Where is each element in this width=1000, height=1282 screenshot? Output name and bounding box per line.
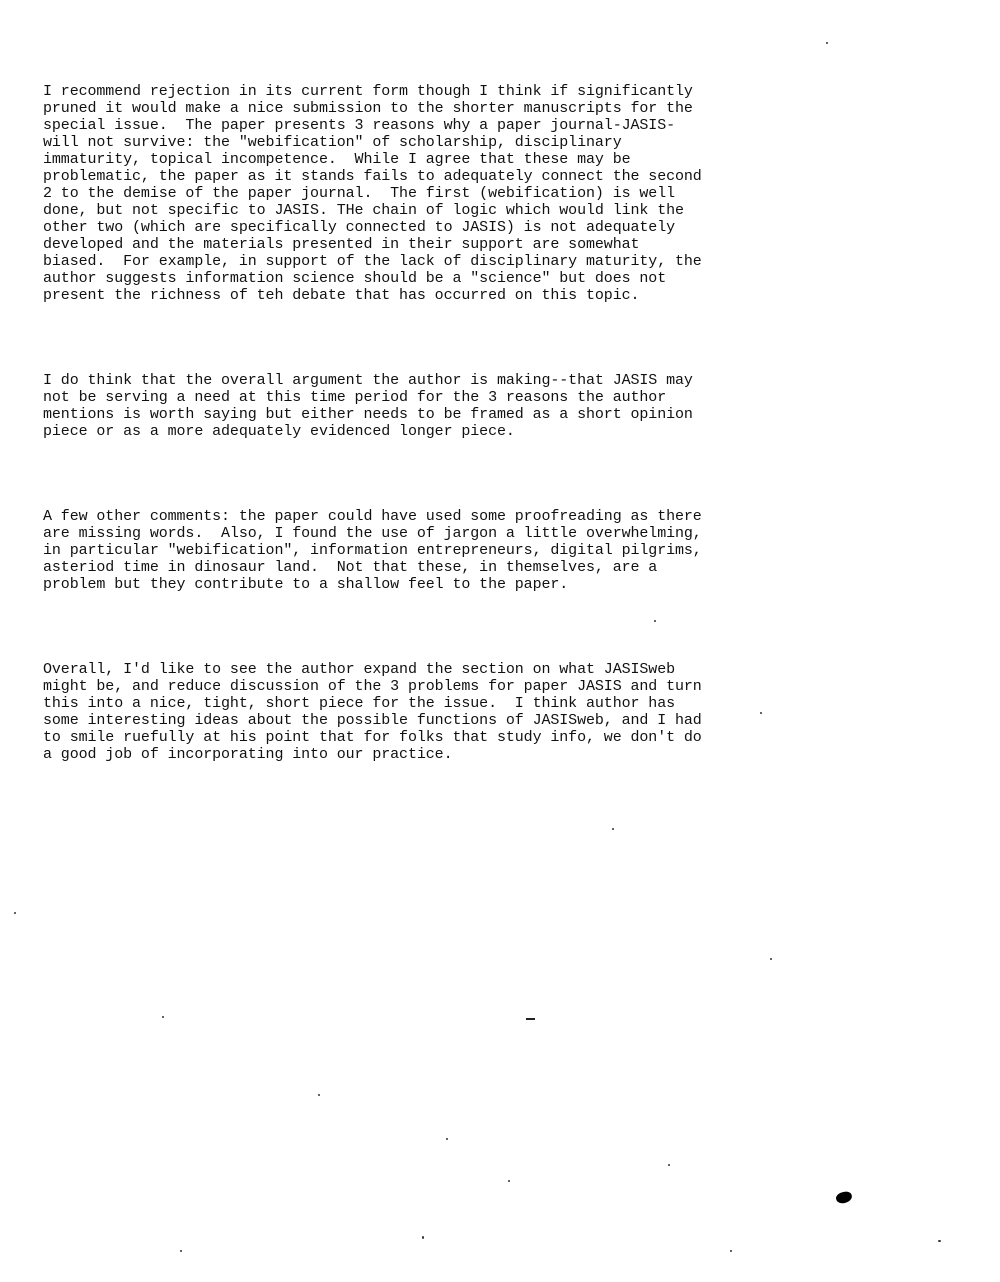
text-line: in particular "webification", information entrepreneurs, digital pilgrims, [43,542,702,559]
paragraph-other-comments [43,508,803,593]
text-line: 2 to the demise of the paper journal. The first (webification) is well [43,185,676,202]
scan-speck [668,1164,670,1166]
paragraph-overall-argument [43,372,803,440]
text-line: will not survive: the "webification" of scholarship, disciplinary [43,134,622,151]
scan-speck [730,1250,732,1252]
text-line: problem but they contribute to a shallow feel to the paper. [43,576,569,593]
text-line: done, but not specific to JASIS. THe chain of logic which would link the [43,202,684,219]
text-line: not be serving a need at this time period for the 3 reasons the author [43,389,667,406]
scan-speck [318,1094,320,1096]
text-line: Overall, I'd like to see the author expand the section on what JASISweb [43,661,676,678]
review-text [43,49,803,814]
text-line: immaturity, topical incompetence. While I agree that these may be [43,151,631,168]
text-line: might be, and reduce discussion of the 3 problems for paper JASIS and turn [43,678,702,695]
scan-speck [770,958,772,960]
text-line: special issue. The paper presents 3 reasons why a paper journal-JASIS- [43,117,676,134]
text-line: this into a nice, tight, short piece for the issue. I think author has [43,695,676,712]
text-line: some interesting ideas about the possible functions of JASISweb, and I had [43,712,702,729]
text-line: mentions is worth saying but either needs to be framed as a short opinion [43,406,693,423]
text-line: are missing words. Also, I found the use of jargon a little overwhelming, [43,525,702,542]
text-line: problematic, the paper as it stands fails to adequately connect the second [43,168,702,185]
paragraph-recommendation [43,83,803,304]
scan-speck [14,912,16,914]
text-line: A few other comments: the paper could have used some proofreading as there [43,508,702,525]
text-line: developed and the materials presented in their support are somewhat [43,236,640,253]
text-line: biased. For example, in support of the lack of disciplinary maturity, the [43,253,702,270]
text-line: piece or as a more adequately evidenced longer piece. [43,423,515,440]
scan-speck [612,828,614,830]
text-line: author suggests information science should be a "science" but does not [43,270,667,287]
scan-speck [508,1180,510,1182]
scan-speck [422,1236,424,1239]
text-line: I do think that the overall argument the author is making--that JASIS may [43,372,693,389]
text-line: to smile ruefully at his point that for folks that study info, we don't do [43,729,702,746]
scan-speck [938,1240,941,1242]
scan-speck [180,1250,182,1252]
scan-speck [162,1016,164,1018]
text-line: present the richness of teh debate that has occurred on this topic. [43,287,640,304]
text-line: asteriod time in dinosaur land. Not that these, in themselves, are a [43,559,658,576]
paragraph-conclusion [43,661,803,763]
scan-speck [760,712,762,714]
text-line: I recommend rejection in its current form though I think if significantly [43,83,693,100]
scan-dash-mark [526,1018,535,1020]
text-line: a good job of incorporating into our practice. [43,746,453,763]
text-line: other two (which are specifically connected to JASIS) is not adequately [43,219,676,236]
text-line: pruned it would make a nice submission to the shorter manuscripts for the [43,100,693,117]
ink-blot [835,1190,853,1204]
scan-speck [446,1138,448,1140]
scan-speck [826,42,828,44]
scan-speck [654,620,656,622]
